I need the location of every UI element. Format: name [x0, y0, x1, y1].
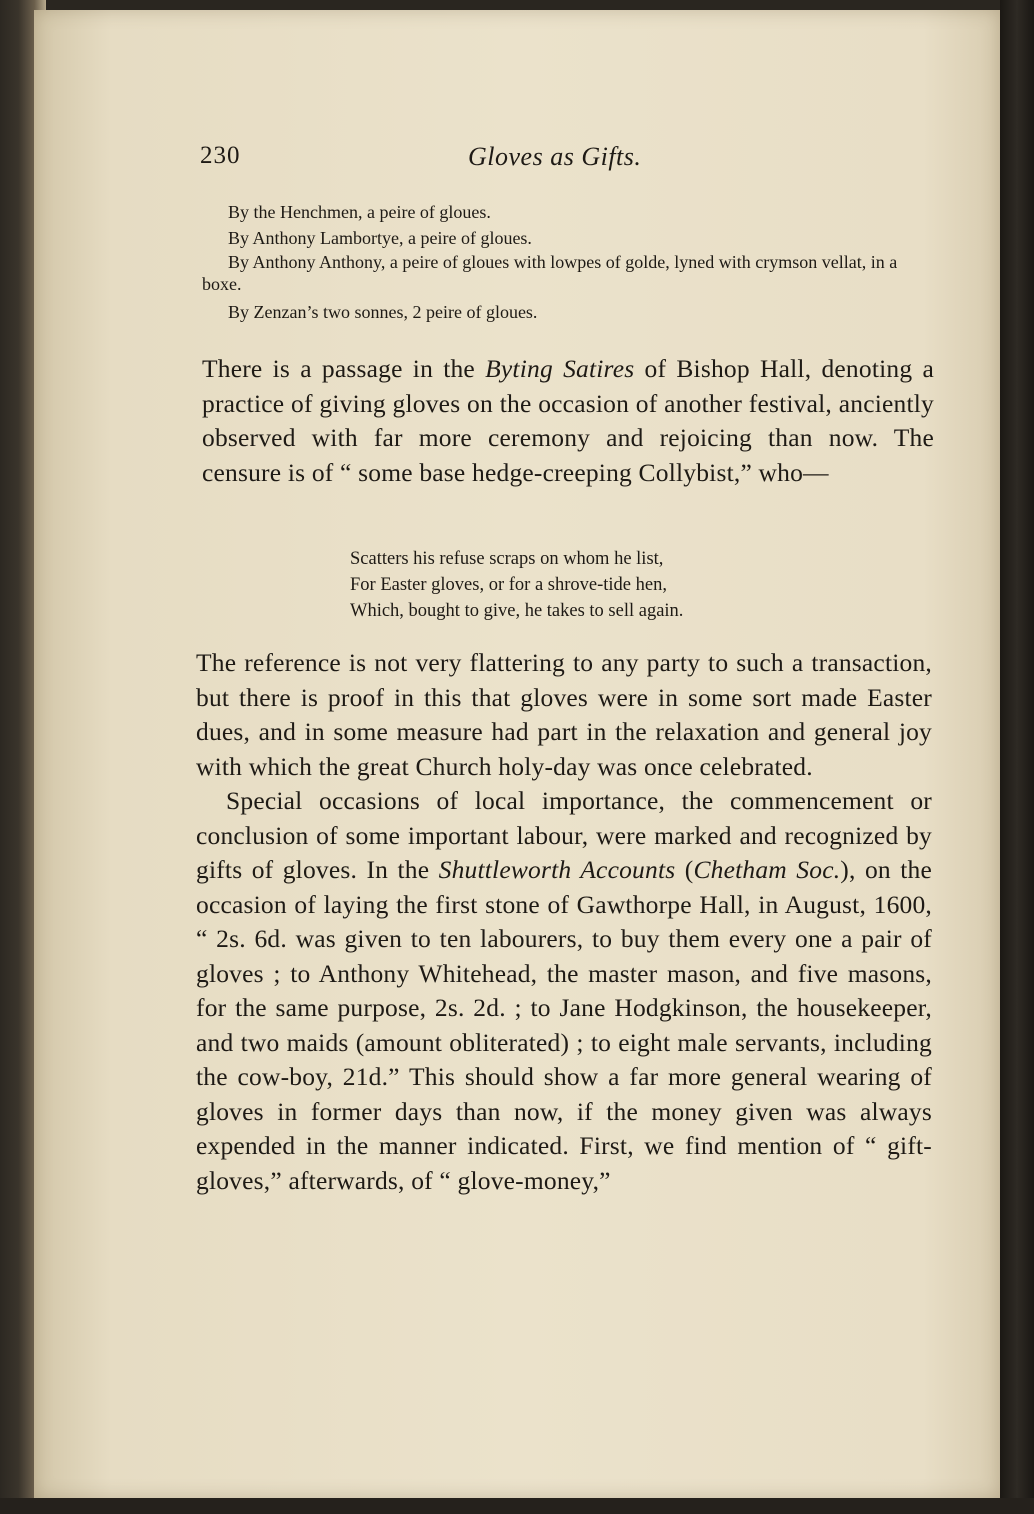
bottom-edge [0, 1498, 1034, 1514]
facing-page-edge [1000, 0, 1034, 1514]
quote-line: By the Henchmen, a peire of gloues. [228, 202, 491, 222]
para3-text-before: Special occasions of local importance, the commencement or conclusion of some important labour, were marked and recognized by gifts of gloves. In the [196, 786, 932, 884]
para3-italic-accounts: Shuttleworth Accounts [438, 855, 676, 884]
para3-text-middle: ( [675, 855, 694, 884]
para3-italic-society: Chetham Soc. [693, 855, 841, 884]
para3-text-after: ), on the occasion of laying the first stone of Gawthorpe Hall, in August, 1600, “ 2s. 6d. was given to ten labourers, to buy them every one a pair of gloves ; to Anthony Whitehead, the master mason, and five masons, for the same purpose, 2s. 2d. ; to Jane Hodgkinson, the housekeeper, and two maids (amount obliterated) ; to eight male servants, including the cow-boy, 21d.” This should show a far more general wearing of gloves in former days than now, if the money given was always expended in the manner indicated. First, we find mention of “ gift-gloves,” afterwards, of “ glove-money,” [196, 855, 932, 1195]
quote-line: By Anthony Anthony, a peire of gloues with lowpes of golde, lyned with crymson vellat, in a boxe. [202, 252, 898, 294]
paragraph-special-occasions [196, 784, 932, 1198]
verse-line: Scatters his refuse scraps on whom he list, [350, 549, 664, 569]
page-title: Gloves as Gifts. [468, 142, 642, 171]
verse-line: Which, bought to give, he takes to sell again. [350, 601, 684, 621]
verse-line: For Easter gloves, or for a shrove-tide hen, [350, 575, 667, 595]
page-number: 230 [200, 142, 241, 169]
running-head [200, 140, 940, 180]
paragraph-bishop-hall [202, 352, 934, 490]
quote-line: By Anthony Lambortye, a peire of gloues. [228, 228, 532, 248]
inventory-quote [202, 199, 936, 325]
para1-text-before: There is a passage in the [202, 354, 486, 383]
quote-line: By Zenzan’s two sonnes, 2 peire of gloues. [228, 302, 538, 322]
paragraph-reference: The reference is not very flattering to any party to such a transaction, but there is proof in this that gloves were in some sort made Easter dues, and in some measure had part in the relaxation and general joy with which the great Church holy-day was once celebrated. [196, 648, 932, 781]
verse-quote [350, 546, 850, 624]
body-text [196, 646, 932, 1198]
para1-text-after: of Bishop Hall, denoting a practice of giving gloves on the occasion of another festival, anciently observed with far more ceremony and rejoicing than now. The censure is of “ some base hedge-creeping Collybist,” who— [202, 354, 934, 487]
para1-italic-title: Byting Satires [485, 354, 635, 383]
